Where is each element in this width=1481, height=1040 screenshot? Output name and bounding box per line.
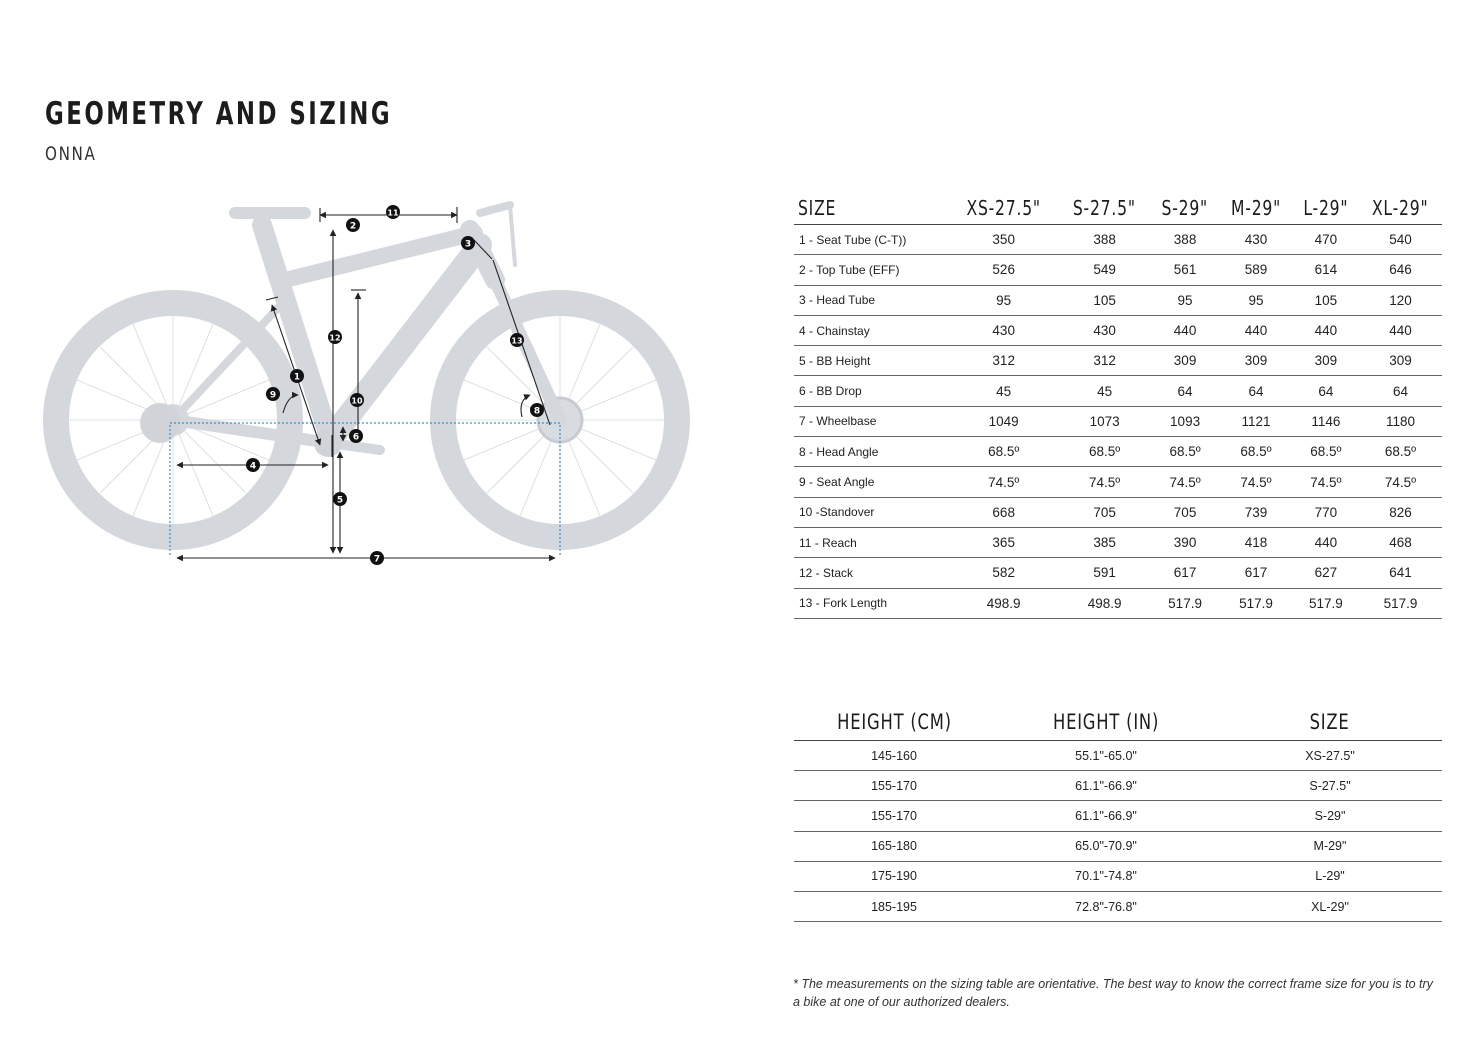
table-cell: 145-160 xyxy=(794,741,994,771)
table-cell: 627 xyxy=(1293,558,1359,588)
table-cell: 1073 xyxy=(1058,406,1151,436)
column-header: HEIGHT (CM) xyxy=(794,704,994,741)
callout-13 xyxy=(510,333,524,347)
table-cell: 45 xyxy=(1058,376,1151,406)
svg-text:10: 10 xyxy=(351,396,363,406)
table-cell: 95 xyxy=(1151,285,1219,315)
column-header: S-29" xyxy=(1151,192,1219,225)
svg-text:9: 9 xyxy=(269,390,277,401)
table-cell: 155-170 xyxy=(794,801,994,831)
table-cell: 430 xyxy=(949,315,1058,345)
svg-text:11: 11 xyxy=(387,208,399,218)
table-cell: 517.9 xyxy=(1151,588,1219,618)
table-cell: 65.0"-70.9" xyxy=(994,831,1218,861)
table-cell: 641 xyxy=(1359,558,1442,588)
table-cell: 1180 xyxy=(1359,406,1442,436)
table-row xyxy=(794,527,1442,557)
table-cell: 74.5º xyxy=(1058,467,1151,497)
table-row xyxy=(794,831,1442,861)
table-cell: 68.5º xyxy=(949,437,1058,467)
row-label: 6 - BB Drop xyxy=(794,376,949,406)
callout-12 xyxy=(328,330,342,344)
table-cell: 498.9 xyxy=(1058,588,1151,618)
table-row xyxy=(794,861,1442,891)
table-cell: 388 xyxy=(1058,225,1151,255)
callout-8 xyxy=(530,403,544,417)
footnote: * The measurements on the sizing table are orientative. The best way to know the correct frame size for you is to try a bike at one of our authorized dealers. xyxy=(793,977,1433,1009)
table-cell: 95 xyxy=(949,285,1058,315)
table-cell: 517.9 xyxy=(1293,588,1359,618)
table-cell: 55.1"-65.0" xyxy=(994,741,1218,771)
table-row xyxy=(794,437,1442,467)
table-cell: 440 xyxy=(1293,315,1359,345)
table-cell: 68.5º xyxy=(1058,437,1151,467)
table-cell: 468 xyxy=(1359,527,1442,557)
table-cell: 440 xyxy=(1293,527,1359,557)
table-cell: 70.1"-74.8" xyxy=(994,861,1218,891)
table-cell: 705 xyxy=(1058,497,1151,527)
table-cell: 440 xyxy=(1151,315,1219,345)
table-row xyxy=(794,588,1442,618)
table-cell: 770 xyxy=(1293,497,1359,527)
table-cell: 309 xyxy=(1359,346,1442,376)
table-cell: 1146 xyxy=(1293,406,1359,436)
table-cell: M-29" xyxy=(1218,831,1442,861)
table-cell: 68.5º xyxy=(1293,437,1359,467)
svg-text:6: 6 xyxy=(352,432,360,443)
callout-2 xyxy=(346,218,360,232)
bike-silhouette xyxy=(56,205,677,537)
column-header: S-27.5" xyxy=(1058,192,1151,225)
table-cell: 68.5º xyxy=(1359,437,1442,467)
callout-10 xyxy=(350,393,364,407)
table-cell: 61.1"-66.9" xyxy=(994,801,1218,831)
callout-5 xyxy=(333,492,347,506)
table-cell: 440 xyxy=(1359,315,1442,345)
table-cell: 64 xyxy=(1293,376,1359,406)
column-header: SIZE xyxy=(1218,704,1442,741)
row-label: 11 - Reach xyxy=(794,527,949,557)
table-cell: 105 xyxy=(1058,285,1151,315)
table-cell: 589 xyxy=(1219,255,1293,285)
row-label: 5 - BB Height xyxy=(794,346,949,376)
row-label: 4 - Chainstay xyxy=(794,315,949,345)
row-label: 3 - Head Tube xyxy=(794,285,949,315)
table-cell: 61.1"-66.9" xyxy=(994,771,1218,801)
table-cell: 617 xyxy=(1151,558,1219,588)
row-label: 8 - Head Angle xyxy=(794,437,949,467)
model-name: ONNA xyxy=(45,143,97,165)
table-cell: 470 xyxy=(1293,225,1359,255)
table-cell: 517.9 xyxy=(1359,588,1442,618)
table-row xyxy=(794,558,1442,588)
geometry-header-row xyxy=(794,192,1442,225)
table-cell: 309 xyxy=(1219,346,1293,376)
callout-1 xyxy=(290,369,304,383)
table-cell: S-29" xyxy=(1218,801,1442,831)
table-cell: 74.5º xyxy=(1293,467,1359,497)
table-cell: 312 xyxy=(1058,346,1151,376)
table-cell: 646 xyxy=(1359,255,1442,285)
svg-text:7: 7 xyxy=(373,554,381,565)
table-cell: 64 xyxy=(1219,376,1293,406)
table-cell: 668 xyxy=(949,497,1058,527)
callout-4 xyxy=(246,458,260,472)
size-chart-table xyxy=(794,704,1442,922)
table-cell: 95 xyxy=(1219,285,1293,315)
table-cell: 517.9 xyxy=(1219,588,1293,618)
row-label: 7 - Wheelbase xyxy=(794,406,949,436)
row-label: 2 - Top Tube (EFF) xyxy=(794,255,949,285)
table-cell: 312 xyxy=(949,346,1058,376)
svg-text:1: 1 xyxy=(293,372,301,383)
table-cell: 309 xyxy=(1151,346,1219,376)
svg-text:12: 12 xyxy=(329,333,341,343)
bike-geometry-diagram xyxy=(40,185,700,575)
table-cell: 74.5º xyxy=(1359,467,1442,497)
table-row xyxy=(794,801,1442,831)
table-cell: 74.5º xyxy=(1151,467,1219,497)
table-cell: 1121 xyxy=(1219,406,1293,436)
callout-3 xyxy=(461,236,475,250)
column-header: M-29" xyxy=(1219,192,1293,225)
table-cell: 561 xyxy=(1151,255,1219,285)
table-cell: 175-190 xyxy=(794,861,994,891)
table-cell: 418 xyxy=(1219,527,1293,557)
table-cell: 705 xyxy=(1151,497,1219,527)
table-cell: 549 xyxy=(1058,255,1151,285)
callout-11 xyxy=(386,205,400,219)
row-label: 10 -Standover xyxy=(794,497,949,527)
table-cell: 74.5º xyxy=(949,467,1058,497)
table-cell: S-27.5" xyxy=(1218,771,1442,801)
column-header: L-29" xyxy=(1293,192,1359,225)
column-header: SIZE xyxy=(794,192,949,225)
table-cell: 74.5º xyxy=(1219,467,1293,497)
table-row xyxy=(794,225,1442,255)
table-row xyxy=(794,741,1442,771)
table-cell: 165-180 xyxy=(794,831,994,861)
row-label: 1 - Seat Tube (C-T)) xyxy=(794,225,949,255)
table-row xyxy=(794,346,1442,376)
table-row xyxy=(794,255,1442,285)
page-title: GEOMETRY AND SIZING xyxy=(45,96,393,132)
table-cell: 614 xyxy=(1293,255,1359,285)
table-cell: 591 xyxy=(1058,558,1151,588)
geometry-table xyxy=(794,192,1442,619)
svg-text:2: 2 xyxy=(349,221,357,232)
table-cell: 105 xyxy=(1293,285,1359,315)
table-cell: 739 xyxy=(1219,497,1293,527)
table-row xyxy=(794,376,1442,406)
table-cell: 1049 xyxy=(949,406,1058,436)
callout-9 xyxy=(266,387,280,401)
table-cell: 120 xyxy=(1359,285,1442,315)
table-cell: 350 xyxy=(949,225,1058,255)
table-cell: 185-195 xyxy=(794,891,994,921)
table-row xyxy=(794,497,1442,527)
row-label: 9 - Seat Angle xyxy=(794,467,949,497)
column-header: XL-29" xyxy=(1359,192,1442,225)
table-cell: 309 xyxy=(1293,346,1359,376)
row-label: 13 - Fork Length xyxy=(794,588,949,618)
table-cell: 72.8"-76.8" xyxy=(994,891,1218,921)
table-cell: XS-27.5" xyxy=(1218,741,1442,771)
size-header-row xyxy=(794,704,1442,741)
table-row xyxy=(794,285,1442,315)
svg-text:4: 4 xyxy=(249,461,257,472)
table-cell: 155-170 xyxy=(794,771,994,801)
table-cell: 440 xyxy=(1219,315,1293,345)
table-cell: 526 xyxy=(949,255,1058,285)
callout-6 xyxy=(349,429,363,443)
table-cell: 1093 xyxy=(1151,406,1219,436)
table-row xyxy=(794,891,1442,921)
svg-text:3: 3 xyxy=(464,239,472,250)
svg-text:8: 8 xyxy=(533,406,541,417)
table-cell: 540 xyxy=(1359,225,1442,255)
table-cell: 430 xyxy=(1058,315,1151,345)
table-row xyxy=(794,467,1442,497)
table-cell: 617 xyxy=(1219,558,1293,588)
column-header: HEIGHT (IN) xyxy=(994,704,1218,741)
table-cell: 45 xyxy=(949,376,1058,406)
table-cell: 582 xyxy=(949,558,1058,588)
table-cell: 390 xyxy=(1151,527,1219,557)
table-cell: XL-29" xyxy=(1218,891,1442,921)
table-cell: 388 xyxy=(1151,225,1219,255)
table-cell: 498.9 xyxy=(949,588,1058,618)
column-header: XS-27.5" xyxy=(949,192,1058,225)
table-cell: 68.5º xyxy=(1151,437,1219,467)
table-cell: 64 xyxy=(1359,376,1442,406)
callout-7 xyxy=(370,551,384,565)
table-cell: 826 xyxy=(1359,497,1442,527)
table-row xyxy=(794,771,1442,801)
table-cell: 64 xyxy=(1151,376,1219,406)
table-cell: 365 xyxy=(949,527,1058,557)
table-cell: 68.5º xyxy=(1219,437,1293,467)
table-row xyxy=(794,406,1442,436)
svg-text:5: 5 xyxy=(336,495,344,506)
table-cell: L-29" xyxy=(1218,861,1442,891)
table-cell: 385 xyxy=(1058,527,1151,557)
table-row xyxy=(794,315,1442,345)
svg-text:13: 13 xyxy=(511,336,523,346)
table-cell: 430 xyxy=(1219,225,1293,255)
row-label: 12 - Stack xyxy=(794,558,949,588)
